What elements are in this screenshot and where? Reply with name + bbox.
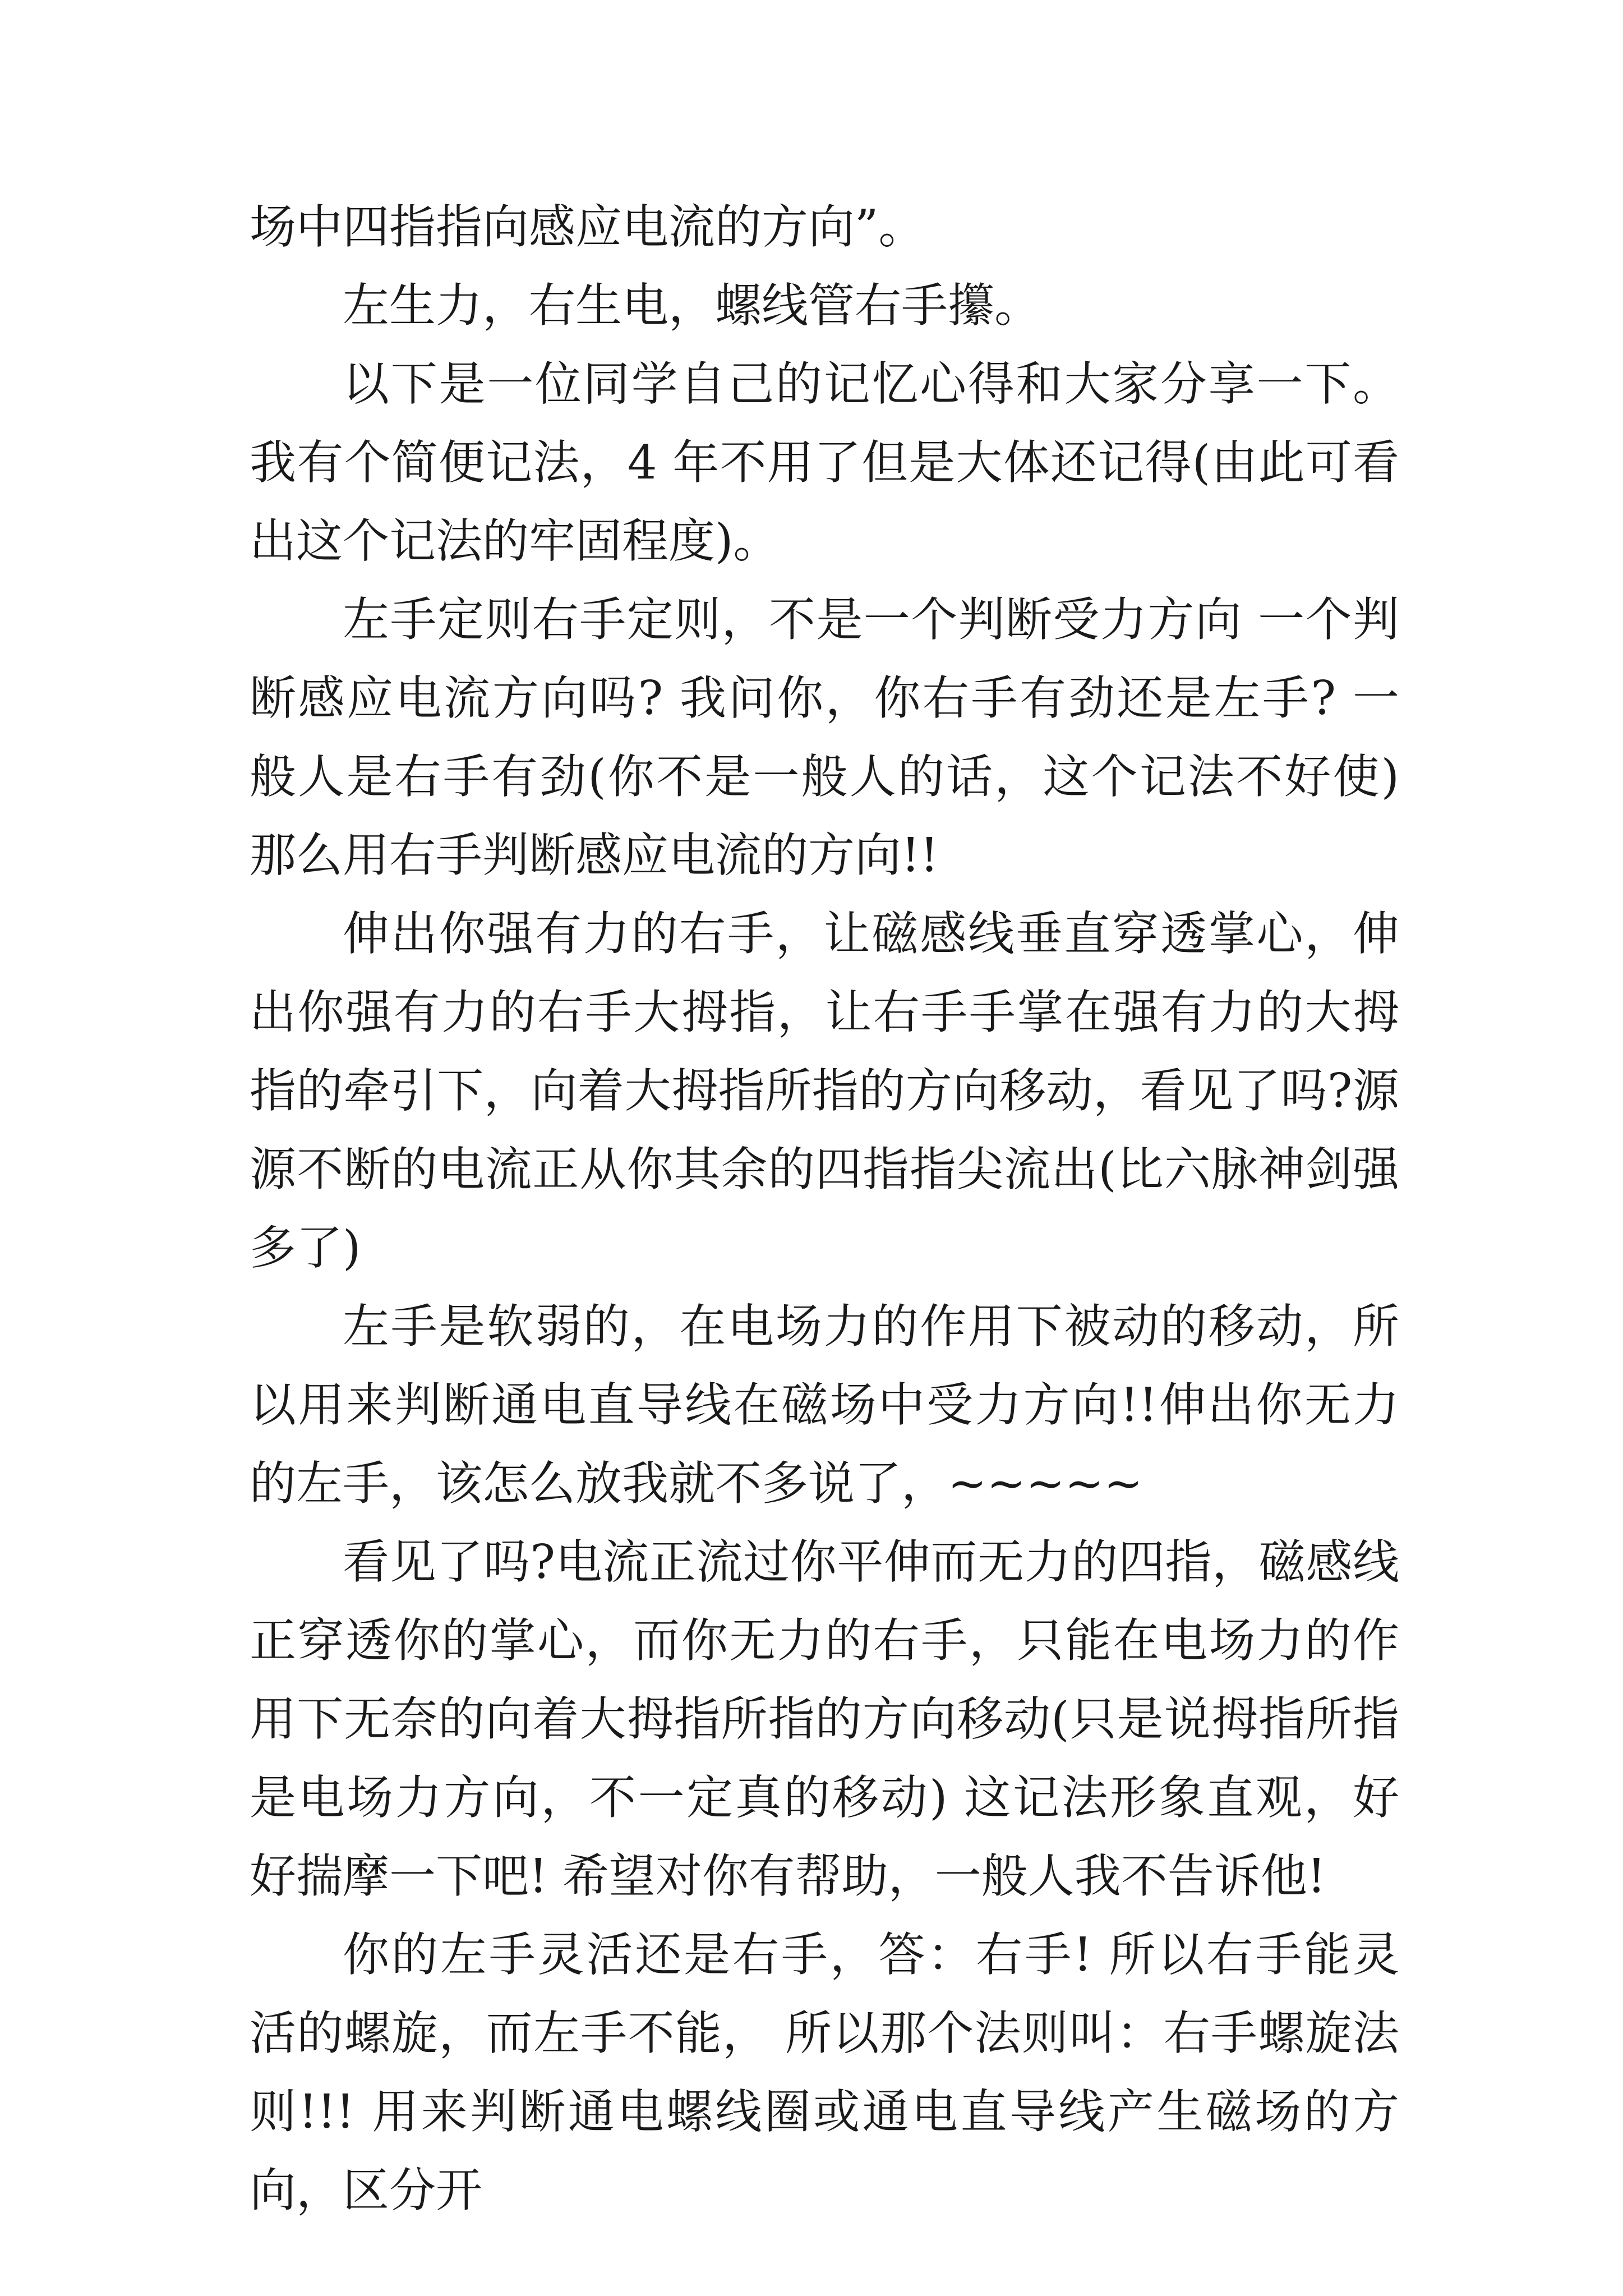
document-body: [250, 188, 1399, 2230]
paragraph-3: 以下是一位同学自己的记忆心得和大家分享一下。我有个简便记法，4 年不用了但是大体还记得(由此可看出这个记法的牢固程度)。: [250, 357, 1399, 568]
paragraph-7: 看见了吗?电流正流过你平伸而无力的四指，磁感线正穿透你的掌心，而你无力的右手，只能在电场力的作用下无奈的向着大拇指所指的方向移动(只是说拇指所指是电场力方向，不一定真的移动) 这记法形象直观，好好揣摩一下吧! 希望对你有帮助，一般人我不告诉他!: [250, 1535, 1399, 1903]
paragraph-8: 你的左手灵活还是右手，答：右手! 所以右手能灵活的螺旋，而左手不能， 所以那个法则叫：右手螺旋法则!!! 用来判断通电螺线圈或通电直导线产生磁场的方向，区分开: [250, 1927, 1399, 2217]
paragraph-5: 伸出你强有力的右手，让磁感线垂直穿透掌心，伸出你强有力的右手大拇指，让右手手掌在强有力的大拇指的牵引下，向着大拇指所指的方向移动，看见了吗?源源不断的电流正从你其余的四指指尖流出(比六脉神剑强多了): [250, 907, 1399, 1275]
paragraph-1: 场中四指指向感应电流的方向”。: [250, 200, 925, 254]
paragraph-6: 左手是软弱的，在电场力的作用下被动的移动，所以用来判断通电直导线在磁场中受力方向!!伸出你无力的左手，该怎么放我就不多说了，~~~~~: [250, 1299, 1399, 1511]
paragraph-4: 左手定则右手定则，不是一个判断受力方向 一个判断感应电流方向吗? 我问你，你右手有劲还是左手? 一般人是右手有劲(你不是一般人的话，这个记法不好使) 那么用右手判断感应电流的方向!!: [250, 592, 1399, 882]
paragraph-2: 左生力，右生电，螺线管右手攥。: [343, 278, 1041, 333]
